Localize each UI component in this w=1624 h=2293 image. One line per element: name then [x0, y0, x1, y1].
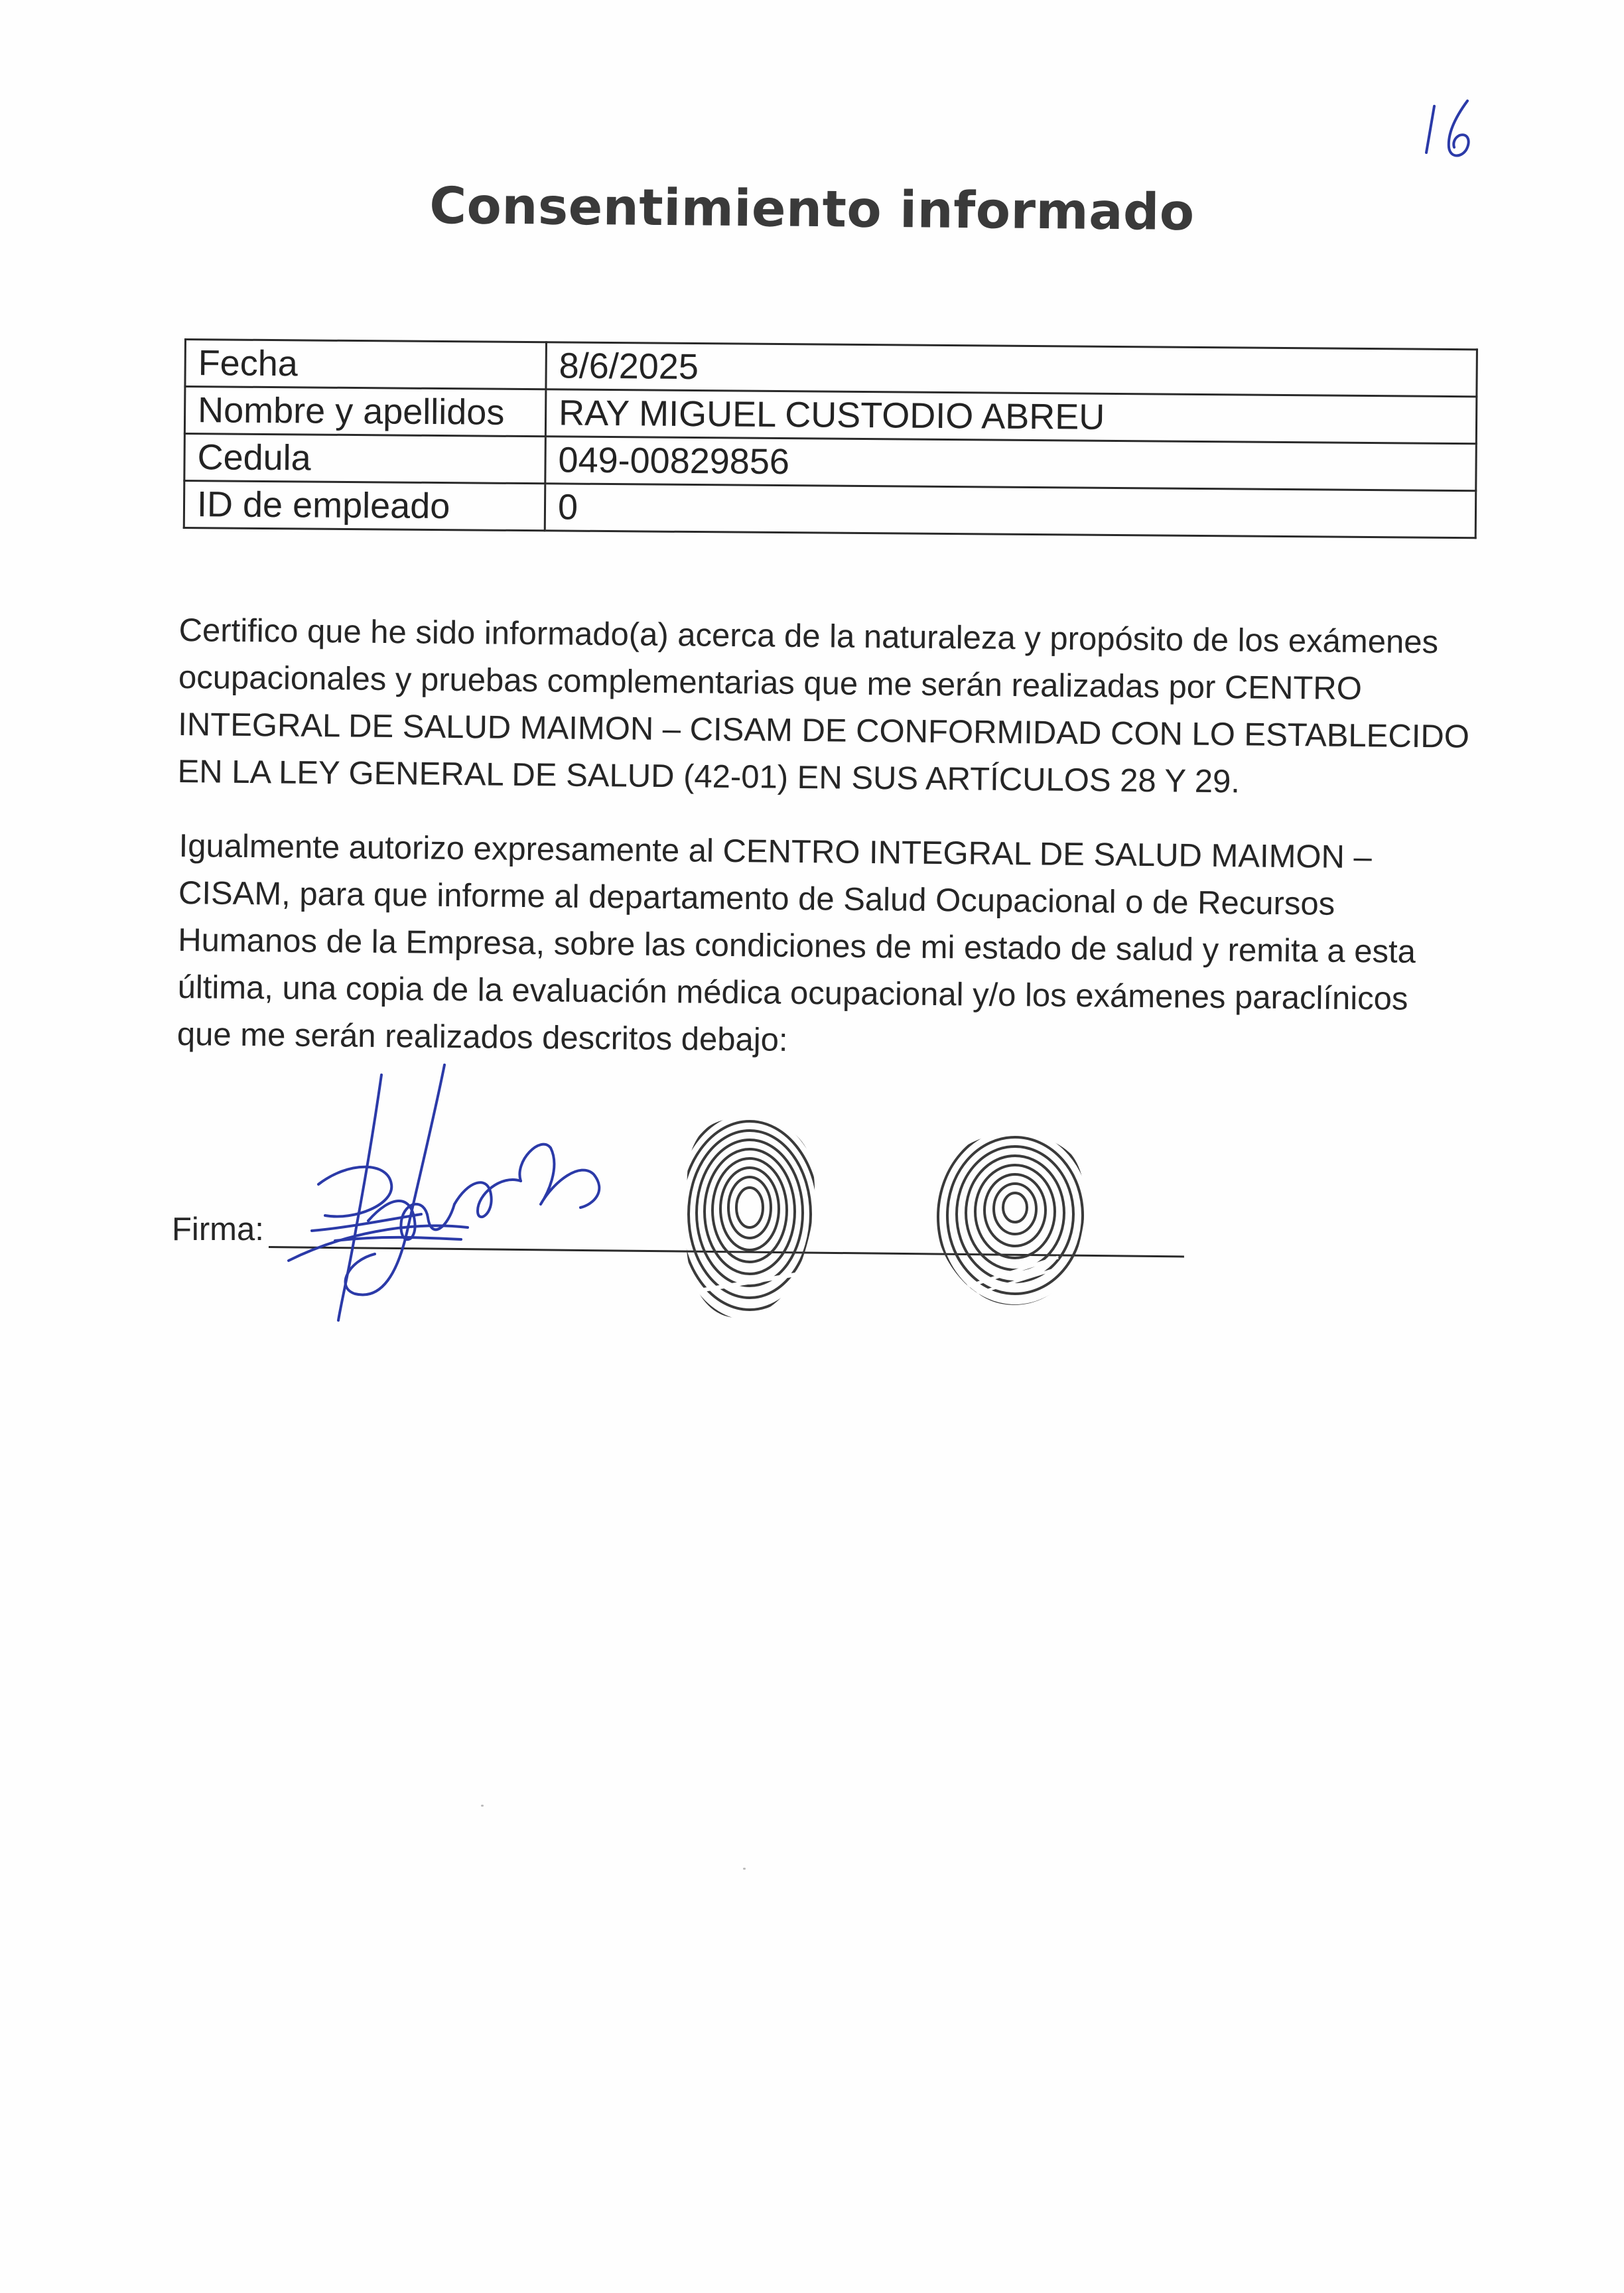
fecha-value: 8/6/2025 [546, 342, 1477, 397]
nombre-label: Nombre y apellidos [184, 387, 546, 437]
firma-label: Firma: [172, 1212, 264, 1247]
employee-info-table [183, 338, 1478, 539]
left-thumbprint [673, 1108, 826, 1327]
table-row [184, 481, 1475, 538]
signature-section [169, 1062, 1204, 1340]
handwritten-signature [249, 1062, 700, 1327]
document-title: Consentimiento informado [429, 175, 1195, 242]
certification-paragraph: Certifico que he sido informado(a) acerca de la naturaleza y propósito de los exámenes ocupacionales y pruebas complementarias que me serán realizadas por CENTRO INTEGRAL DE SALUD MAIMON – CISAM DE CONFORMIDAD CON LO ESTABLECIDO EN LA LEY GENERAL DE SALUD (42-01) EN SUS ARTÍCULOS 28 Y 29. [177, 612, 1470, 800]
id-empleado-label: ID de empleado [184, 481, 545, 531]
cedula-value: 049-00829856 [545, 437, 1477, 491]
handwritten-page-number-graphic [1420, 86, 1506, 173]
handwritten-page-number [1420, 86, 1506, 173]
right-thumbprint [925, 1121, 1091, 1314]
authorization-paragraph: Igualmente autorizo expresamente al CENTRO INTEGRAL DE SALUD MAIMON – CISAM, para que informe al departamento de Salud Ocupacional o de Recursos Humanos de la Empresa, sobre las condiciones de mi estado de salud y remita a esta última, una copia de la evaluación médica ocupacional y/o los exámenes paraclínicos que me serán realizados descritos debajo: [176, 827, 1416, 1058]
scan-speck [481, 1805, 484, 1807]
cedula-label: Cedula [184, 434, 546, 484]
id-empleado-value: 0 [545, 484, 1476, 538]
fecha-label: Fecha [185, 340, 547, 389]
nombre-value: RAY MIGUEL CUSTODIO ABREU [545, 389, 1477, 444]
scan-speck [743, 1868, 746, 1870]
